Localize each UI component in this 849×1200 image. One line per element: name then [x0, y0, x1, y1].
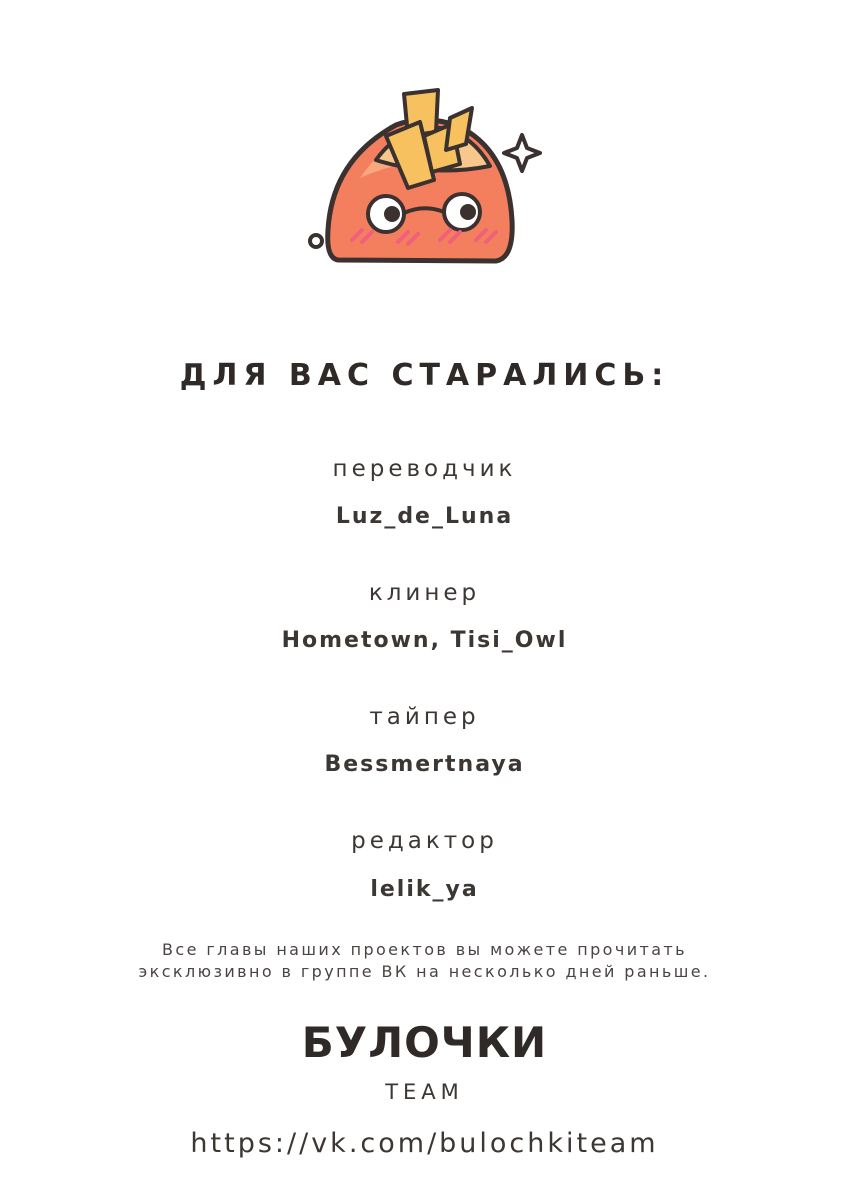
- vk-group-link[interactable]: https://vk.com/bulochkiteam: [190, 1128, 659, 1159]
- credit-name-cleaner: Hometown, Tisi_Owl: [281, 628, 568, 653]
- credit-role-translator: переводчик: [332, 456, 517, 482]
- notice-line-1: Все главы наших проектов вы можете прочитать: [162, 940, 687, 959]
- notice-line-2: эксклюзивно в группе ВК на несколько дней раньше.: [138, 962, 711, 981]
- credit-name-editor: lelik_ya: [370, 877, 479, 902]
- credit-name-translator: Luz_de_Luna: [335, 504, 514, 529]
- credit-role-editor: редактор: [351, 828, 498, 854]
- credit-role-cleaner: клинер: [368, 580, 481, 606]
- team-logo-text: БУЛОЧКИ: [301, 1018, 548, 1067]
- bun-mascot-icon: [300, 80, 550, 280]
- page-title: ДЛЯ ВАС СТАРАЛИСЬ:: [179, 358, 670, 393]
- credit-role-typesetter: тайпер: [369, 704, 480, 730]
- team-subtitle: TEAM: [385, 1080, 464, 1104]
- credit-name-typesetter: Bessmertnaya: [324, 752, 525, 777]
